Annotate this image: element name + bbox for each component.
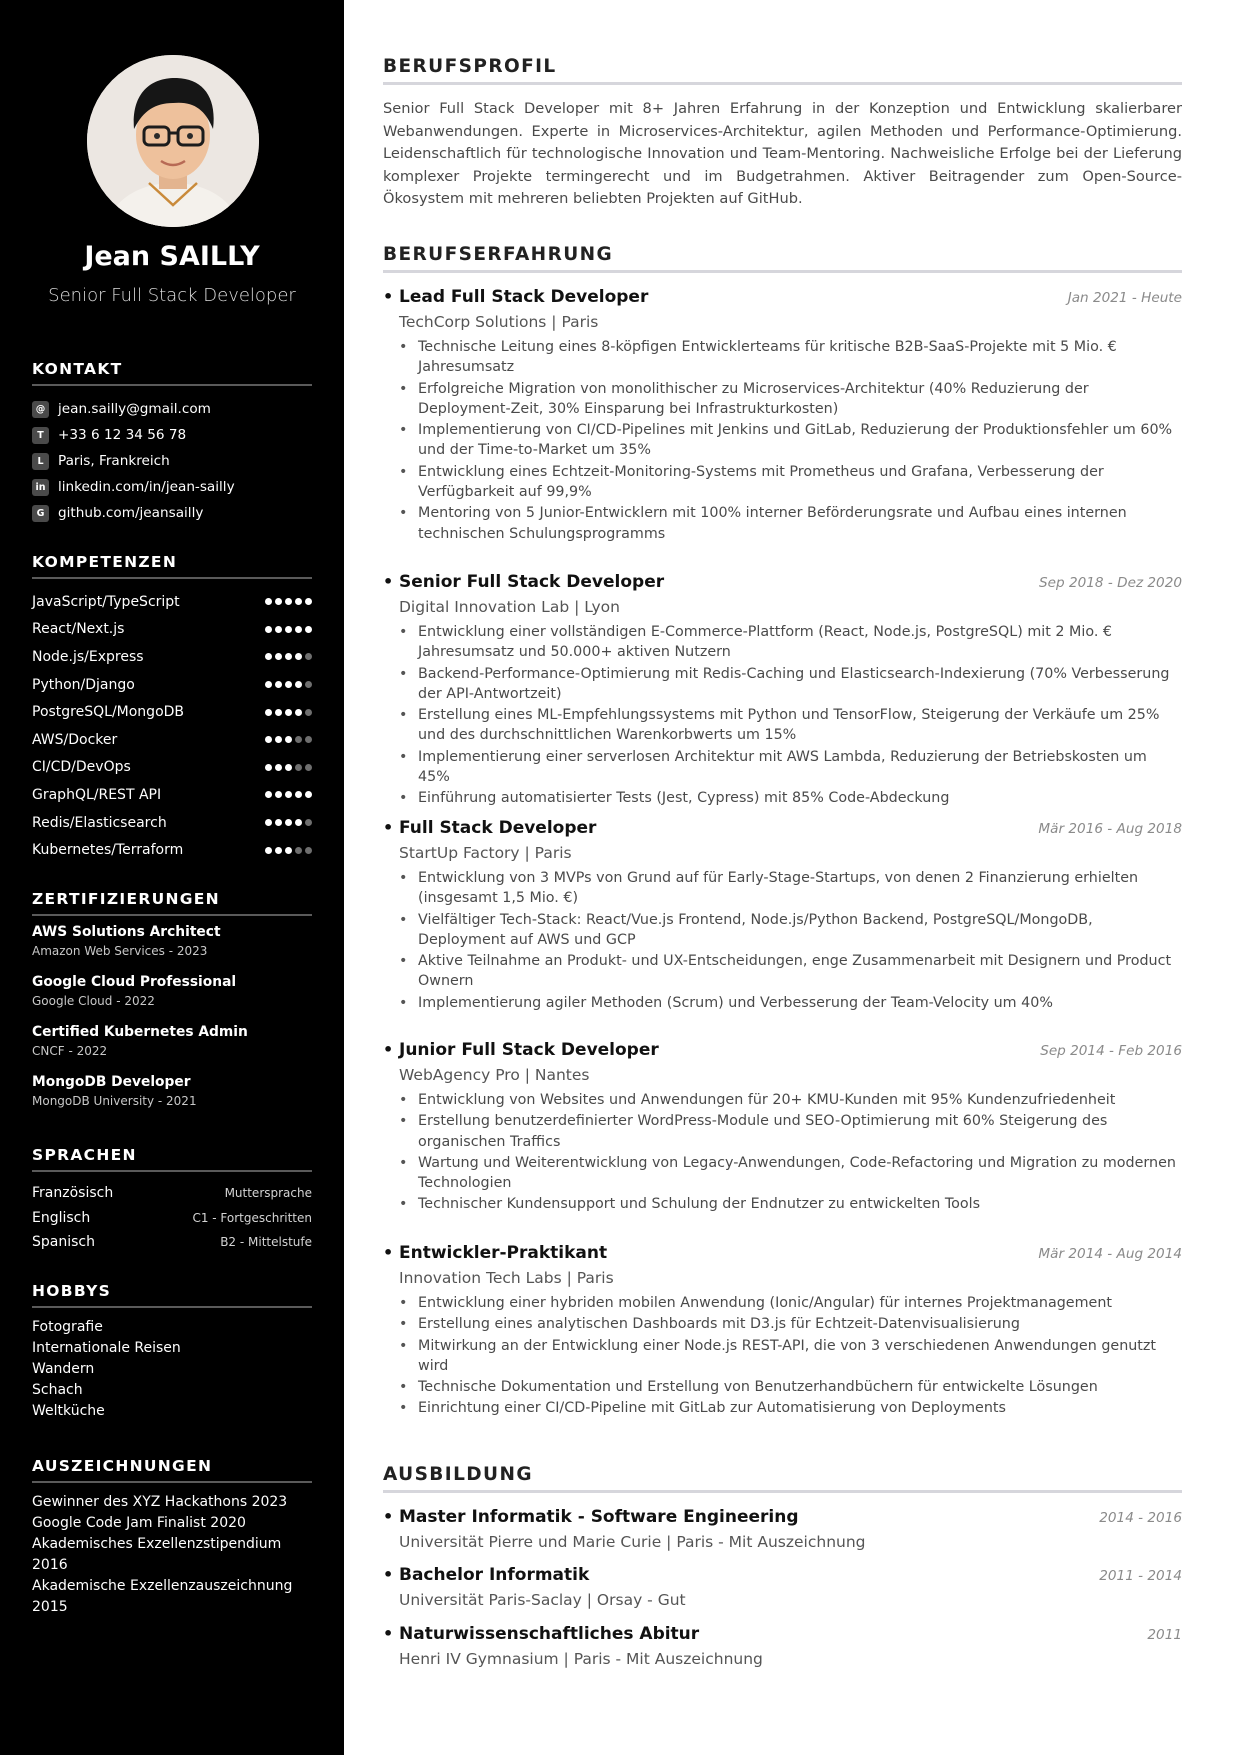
skill-dot — [285, 681, 292, 688]
profile-text: Senior Full Stack Developer mit 8+ Jahren Erfahrung in der Konzeption und Entwicklung skalierbarer Webanwendungen. Experte in Microservices-Architektur, agilen Methoden und Performance-Optimierung. Leidenschaftlich für technologische Innovation und Team-Mentoring. Nachweisliche Erfolge bei der Lieferung komplexer Projekte termingerecht und im Budgetrahmen. Aktiver Beitragender zum Open-Source-Ökosystem mit mehreren beliebten Projekten auf GitHub. — [383, 100, 1182, 208]
job-date: Mär 2016 - Aug 2018 — [1038, 821, 1182, 837]
certification-org: Amazon Web Services - 2023 — [32, 944, 208, 958]
job-bullet: • Implementierung einer serverlosen Architektur mit AWS Lambda, Reduzierung der Betriebskosten um 45% — [399, 747, 1182, 788]
education-date: 2011 — [1147, 1627, 1182, 1643]
job-bullet-list — [399, 1090, 1182, 1215]
language-name: Englisch — [32, 1209, 91, 1226]
certification-name: MongoDB Developer — [32, 1074, 191, 1090]
skill-dot — [275, 736, 282, 743]
bullet-marker: • — [383, 287, 394, 306]
award-list — [32, 1492, 312, 1618]
job-bullet: • Technischer Kundensupport und Schulung der Endnutzer zu entwickelten Tools — [399, 1194, 1182, 1214]
job-header — [383, 818, 1182, 838]
language-item — [32, 1181, 312, 1206]
skill-item — [32, 643, 312, 671]
education-entry — [383, 1507, 1182, 1551]
skill-item — [32, 754, 312, 782]
skill-name: JavaScript/TypeScript — [32, 593, 180, 610]
education-school: Universität Paris-Saclay | Orsay - Gut — [399, 1591, 686, 1609]
job-entry — [383, 818, 1182, 1014]
contact-item — [32, 448, 312, 474]
certifications-heading: ZERTIFIZIERUNGEN — [32, 890, 312, 916]
skill-rating — [262, 819, 312, 826]
certification-name: Google Cloud Professional — [32, 974, 237, 990]
skill-dot — [285, 626, 292, 633]
job-title-text: Senior Full Stack Developer — [399, 572, 665, 592]
skill-dot — [295, 791, 302, 798]
profile-section — [383, 56, 1182, 211]
skill-item — [32, 588, 312, 616]
contact-item — [32, 422, 312, 448]
hobbies-heading: HOBBYS — [32, 1282, 312, 1308]
skill-dot — [275, 764, 282, 771]
job-company: TechCorp Solutions | Paris — [399, 313, 599, 331]
skill-name: GraphQL/REST API — [32, 786, 162, 803]
job-title — [383, 1243, 607, 1263]
language-level: B2 - Mittelstufe — [220, 1235, 312, 1250]
education-header — [383, 1565, 1182, 1585]
skill-dot — [295, 736, 302, 743]
education-date: 2011 - 2014 — [1099, 1568, 1182, 1584]
education-header — [383, 1507, 1182, 1527]
job-bullet: • Backend-Performance-Optimierung mit Redis-Caching und Elasticsearch-Indexierung (70% Verbesserung der API-Antwortzeit) — [399, 664, 1182, 705]
contact-list — [32, 396, 312, 526]
skill-item — [32, 698, 312, 726]
skill-rating — [262, 709, 312, 716]
contact-text[interactable]: linkedin.com/in/jean-sailly — [58, 479, 235, 495]
award-item: Akademische Exzellenzauszeichnung 2015 — [32, 1578, 293, 1615]
job-bullet: • Einrichtung einer CI/CD-Pipeline mit GitLab zur Automatisierung von Deployments — [399, 1398, 1182, 1418]
job-bullet: • Implementierung agiler Methoden (Scrum) und Verbesserung der Team-Velocity um 40% — [399, 993, 1182, 1013]
skill-dot — [305, 847, 312, 854]
education-entry — [383, 1565, 1182, 1609]
job-company: WebAgency Pro | Nantes — [399, 1066, 590, 1084]
skill-rating — [262, 736, 312, 743]
skill-dot — [285, 819, 292, 826]
hobby-item: Wandern — [32, 1361, 95, 1377]
education-heading: AUSBILDUNG — [383, 1464, 1182, 1493]
job-bullet: • Wartung und Weiterentwicklung von Legacy-Anwendungen, Code-Refactoring und Migration zu modernen Technologien — [399, 1153, 1182, 1194]
education-school: Universität Pierre und Marie Curie | Paris - Mit Auszeichnung — [399, 1533, 866, 1551]
skill-dot — [275, 709, 282, 716]
skill-dot — [305, 736, 312, 743]
skill-rating — [262, 626, 312, 633]
skill-name: Node.js/Express — [32, 648, 144, 665]
contact-text[interactable]: github.com/jeansailly — [58, 505, 204, 521]
skill-name: CI/CD/DevOps — [32, 759, 131, 776]
education-school: Henri IV Gymnasium | Paris - Mit Auszeichnung — [399, 1650, 763, 1668]
avatar — [87, 55, 259, 227]
skill-rating — [262, 764, 312, 771]
job-company: Digital Innovation Lab | Lyon — [399, 598, 620, 616]
education-section — [383, 1464, 1182, 1493]
award-item: Akademisches Exzellenzstipendium 2016 — [32, 1536, 282, 1573]
job-company: StartUp Factory | Paris — [399, 844, 572, 862]
awards-section — [32, 1457, 312, 1618]
experience-section — [383, 244, 1182, 273]
skill-dot — [265, 709, 272, 716]
certification-name: AWS Solutions Architect — [32, 924, 221, 940]
job-title — [383, 287, 648, 307]
job-entry — [383, 1040, 1182, 1216]
skill-dot — [265, 681, 272, 688]
skill-dot — [265, 736, 272, 743]
skill-dot — [295, 681, 302, 688]
job-title-text: Full Stack Developer — [399, 818, 597, 838]
certification-item — [32, 974, 312, 1024]
skill-dot — [305, 653, 312, 660]
certification-name: Certified Kubernetes Admin — [32, 1024, 248, 1040]
contact-text[interactable]: jean.sailly@gmail.com — [58, 401, 211, 417]
person-name: Jean SAILLY — [84, 241, 260, 272]
bullet-marker: • — [383, 1624, 394, 1643]
skill-dot — [295, 819, 302, 826]
language-level: C1 - Fortgeschritten — [192, 1210, 312, 1225]
job-bullet-list — [399, 868, 1182, 1013]
hobby-item: Fotografie — [32, 1319, 103, 1335]
languages-section — [32, 1146, 312, 1255]
skill-dot — [305, 709, 312, 716]
skill-dot — [295, 847, 302, 854]
job-bullet: • Implementierung von CI/CD-Pipelines mit Jenkins und GitLab, Reduzierung der Produktionsfehler um 60% und der Time-to-Market um 35% — [399, 420, 1182, 461]
job-header — [383, 1040, 1182, 1060]
profile-photo — [87, 55, 259, 227]
education-entry — [383, 1624, 1182, 1668]
job-title — [383, 572, 664, 592]
skill-name: Python/Django — [32, 676, 135, 693]
job-bullet: • Entwicklung von 3 MVPs von Grund auf für Early-Stage-Startups, von denen 2 Finanzierung erhielten (insgesamt 1,5 Mio. €) — [399, 868, 1182, 909]
language-item — [32, 1206, 312, 1231]
language-name: Französisch — [32, 1185, 114, 1202]
education-degree-text: Naturwissenschaftliches Abitur — [399, 1624, 700, 1644]
contact-item — [32, 500, 312, 526]
skill-dot — [305, 598, 312, 605]
skills-section — [32, 553, 312, 864]
certification-org: CNCF - 2022 — [32, 1044, 108, 1058]
job-bullet: • Erstellung benutzerdefinierter WordPress-Module und SEO-Optimierung mit 60% Steigerung des organischen Traffics — [399, 1111, 1182, 1152]
skill-dot — [295, 764, 302, 771]
skill-dot — [305, 819, 312, 826]
skill-rating — [262, 653, 312, 660]
skill-dot — [265, 653, 272, 660]
job-header — [383, 287, 1182, 307]
job-bullet: • Technische Leitung eines 8-köpfigen Entwicklerteams für kritische B2B-SaaS-Projekte mit 5 Mio. € Jahresumsatz — [399, 337, 1182, 378]
hobbies-section — [32, 1282, 312, 1422]
bullet-marker: • — [383, 818, 394, 837]
location-icon: L — [32, 453, 49, 470]
contact-item — [32, 396, 312, 422]
skill-dot — [295, 709, 302, 716]
job-bullet-list — [399, 337, 1182, 544]
language-name: Spanisch — [32, 1234, 95, 1251]
language-list — [32, 1181, 312, 1255]
skill-name: AWS/Docker — [32, 731, 118, 748]
skill-name: Redis/Elasticsearch — [32, 814, 167, 831]
education-degree-text: Master Informatik - Software Engineering — [399, 1507, 799, 1527]
certification-item — [32, 1074, 312, 1124]
skill-name: PostgreSQL/MongoDB — [32, 704, 185, 721]
job-entry — [383, 572, 1182, 810]
award-item: Gewinner des XYZ Hackathons 2023 — [32, 1494, 288, 1510]
job-date: Sep 2018 - Dez 2020 — [1039, 575, 1182, 591]
certification-item — [32, 1024, 312, 1074]
contact-item — [32, 474, 312, 500]
skill-dot — [265, 847, 272, 854]
job-bullet: • Entwicklung einer hybriden mobilen Anwendung (Ionic/Angular) für internes Projektmanagement — [399, 1293, 1182, 1313]
skill-item — [32, 809, 312, 837]
bullet-marker: • — [383, 1040, 394, 1059]
job-entry — [383, 1243, 1182, 1420]
job-bullet: • Einführung automatisierter Tests (Jest, Cypress) mit 85% Code-Abdeckung — [399, 788, 1182, 808]
skill-dot — [275, 847, 282, 854]
education-degree — [383, 1507, 799, 1527]
certification-org: Google Cloud - 2022 — [32, 994, 155, 1008]
skill-dot — [265, 791, 272, 798]
hobby-item: Schach — [32, 1382, 83, 1398]
job-date: Mär 2014 - Aug 2014 — [1038, 1246, 1182, 1262]
skill-dot — [305, 791, 312, 798]
skill-dot — [265, 819, 272, 826]
skill-dot — [275, 791, 282, 798]
job-header — [383, 1243, 1182, 1263]
skill-dot — [275, 626, 282, 633]
skills-heading: KOMPETENZEN — [32, 553, 312, 579]
skill-dot — [285, 847, 292, 854]
job-title — [383, 1040, 659, 1060]
job-company: Innovation Tech Labs | Paris — [399, 1269, 614, 1287]
bullet-marker: • — [383, 1565, 394, 1584]
profile-heading: BERUFSPROFIL — [383, 56, 1182, 85]
job-title-text: Lead Full Stack Developer — [399, 287, 649, 307]
skill-item — [32, 836, 312, 864]
skill-name: React/Next.js — [32, 621, 125, 638]
skill-rating — [262, 598, 312, 605]
languages-heading: SPRACHEN — [32, 1146, 312, 1172]
skill-dot — [285, 598, 292, 605]
skill-dot — [275, 653, 282, 660]
certification-item — [32, 924, 312, 974]
experience-heading: BERUFSERFAHRUNG — [383, 244, 1182, 273]
education-header — [383, 1624, 1182, 1644]
skill-dot — [295, 653, 302, 660]
linkedin-icon: in — [32, 479, 49, 496]
award-item: Google Code Jam Finalist 2020 — [32, 1515, 246, 1531]
skill-name: Kubernetes/Terraform — [32, 842, 184, 859]
education-date: 2014 - 2016 — [1099, 1510, 1182, 1526]
job-bullet-list — [399, 1293, 1182, 1419]
hobby-list — [32, 1317, 312, 1422]
education-degree — [383, 1565, 589, 1585]
phone-icon: T — [32, 427, 49, 444]
bullet-marker: • — [383, 1507, 394, 1526]
job-bullet: • Erfolgreiche Migration von monolithischer zu Microservices-Architektur (40% Reduzierung der Deployment-Zeit, 30% Einsparung bei Infrastrukturkosten) — [399, 379, 1182, 420]
job-bullet: • Technische Dokumentation und Erstellung von Benutzerhandbüchern für entwickelte Lösungen — [399, 1377, 1182, 1397]
email-icon: @ — [32, 401, 49, 418]
skill-dot — [295, 626, 302, 633]
skill-dot — [285, 791, 292, 798]
contact-text[interactable]: Paris, Frankreich — [58, 453, 170, 469]
skill-dot — [285, 736, 292, 743]
language-item — [32, 1230, 312, 1255]
job-bullet: • Erstellung eines analytischen Dashboards mit D3.js für Echtzeit-Datenvisualisierung — [399, 1314, 1182, 1334]
certification-org: MongoDB University - 2021 — [32, 1094, 197, 1108]
skill-dot — [285, 653, 292, 660]
job-bullet: • Aktive Teilnahme an Produkt- und UX-Entscheidungen, enge Zusammenarbeit mit Designern und Product Ownern — [399, 951, 1182, 992]
bullet-marker: • — [383, 1243, 394, 1262]
skill-rating — [262, 681, 312, 688]
github-icon: G — [32, 505, 49, 522]
skill-dot — [295, 598, 302, 605]
hobby-item: Weltküche — [32, 1403, 105, 1419]
skill-dot — [285, 709, 292, 716]
skill-item — [32, 671, 312, 699]
certifications-section — [32, 890, 312, 1124]
skill-dot — [265, 598, 272, 605]
cert-list — [32, 924, 312, 1124]
skill-item — [32, 616, 312, 644]
job-bullet: • Erstellung eines ML-Empfehlungssystems mit Python und TensorFlow, Steigerung der Verkäufe um 25% und des durchschnittlichen Warenkorbwerts um 15% — [399, 705, 1182, 746]
skill-dot — [305, 764, 312, 771]
job-bullet: • Vielfältiger Tech-Stack: React/Vue.js Frontend, Node.js/Python Backend, PostgreSQL/MongoDB, Deployment auf AWS und GCP — [399, 910, 1182, 951]
skill-item — [32, 726, 312, 754]
education-degree — [383, 1624, 699, 1644]
awards-heading: AUSZEICHNUNGEN — [32, 1457, 312, 1483]
hobby-item: Internationale Reisen — [32, 1340, 181, 1356]
skill-dot — [285, 764, 292, 771]
contact-heading: KONTAKT — [32, 360, 312, 386]
job-date: Jan 2021 - Heute — [1067, 290, 1182, 306]
contact-text[interactable]: +33 6 12 34 56 78 — [58, 427, 187, 443]
job-bullet: • Mentoring von 5 Junior-Entwicklern mit 100% interner Beförderungsrate und Aufbau eines internen technischen Schulungsprogramms — [399, 503, 1182, 544]
language-level: Muttersprache — [224, 1186, 312, 1201]
job-bullet: • Entwicklung eines Echtzeit-Monitoring-Systems mit Prometheus und Grafana, Verbesserung der Verfügbarkeit auf 99,9% — [399, 462, 1182, 503]
person-title: Senior Full Stack Developer — [48, 285, 296, 306]
skill-dot — [305, 626, 312, 633]
sidebar — [0, 0, 344, 1755]
skill-dot — [275, 819, 282, 826]
job-title-text: Junior Full Stack Developer — [399, 1040, 659, 1060]
skill-dot — [275, 598, 282, 605]
contact-section — [32, 360, 312, 526]
skill-item — [32, 781, 312, 809]
skill-dot — [265, 626, 272, 633]
skill-list — [32, 588, 312, 864]
skill-dot — [275, 681, 282, 688]
job-bullet: • Mitwirkung an der Entwicklung einer Node.js REST-API, die von 3 verschiedenen Anwendungen genutzt wird — [399, 1336, 1182, 1377]
job-date: Sep 2014 - Feb 2016 — [1040, 1043, 1182, 1059]
job-header — [383, 572, 1182, 592]
skill-rating — [262, 847, 312, 854]
job-bullet: • Entwicklung einer vollständigen E-Commerce-Plattform (React, Node.js, PostgreSQL) mit 2 Mio. € Jahresumsatz und 50.000+ aktiven Nutzern — [399, 622, 1182, 663]
job-bullet-list — [399, 622, 1182, 809]
skill-dot — [265, 764, 272, 771]
skill-dot — [305, 681, 312, 688]
bullet-marker: • — [383, 572, 394, 591]
education-degree-text: Bachelor Informatik — [399, 1565, 590, 1585]
job-entry — [383, 287, 1182, 545]
job-title-text: Entwickler-Praktikant — [399, 1243, 608, 1263]
skill-rating — [262, 791, 312, 798]
job-title — [383, 818, 596, 838]
job-bullet: • Entwicklung von Websites und Anwendungen für 20+ KMU-Kunden mit 95% Kundenzufriedenheit — [399, 1090, 1182, 1110]
